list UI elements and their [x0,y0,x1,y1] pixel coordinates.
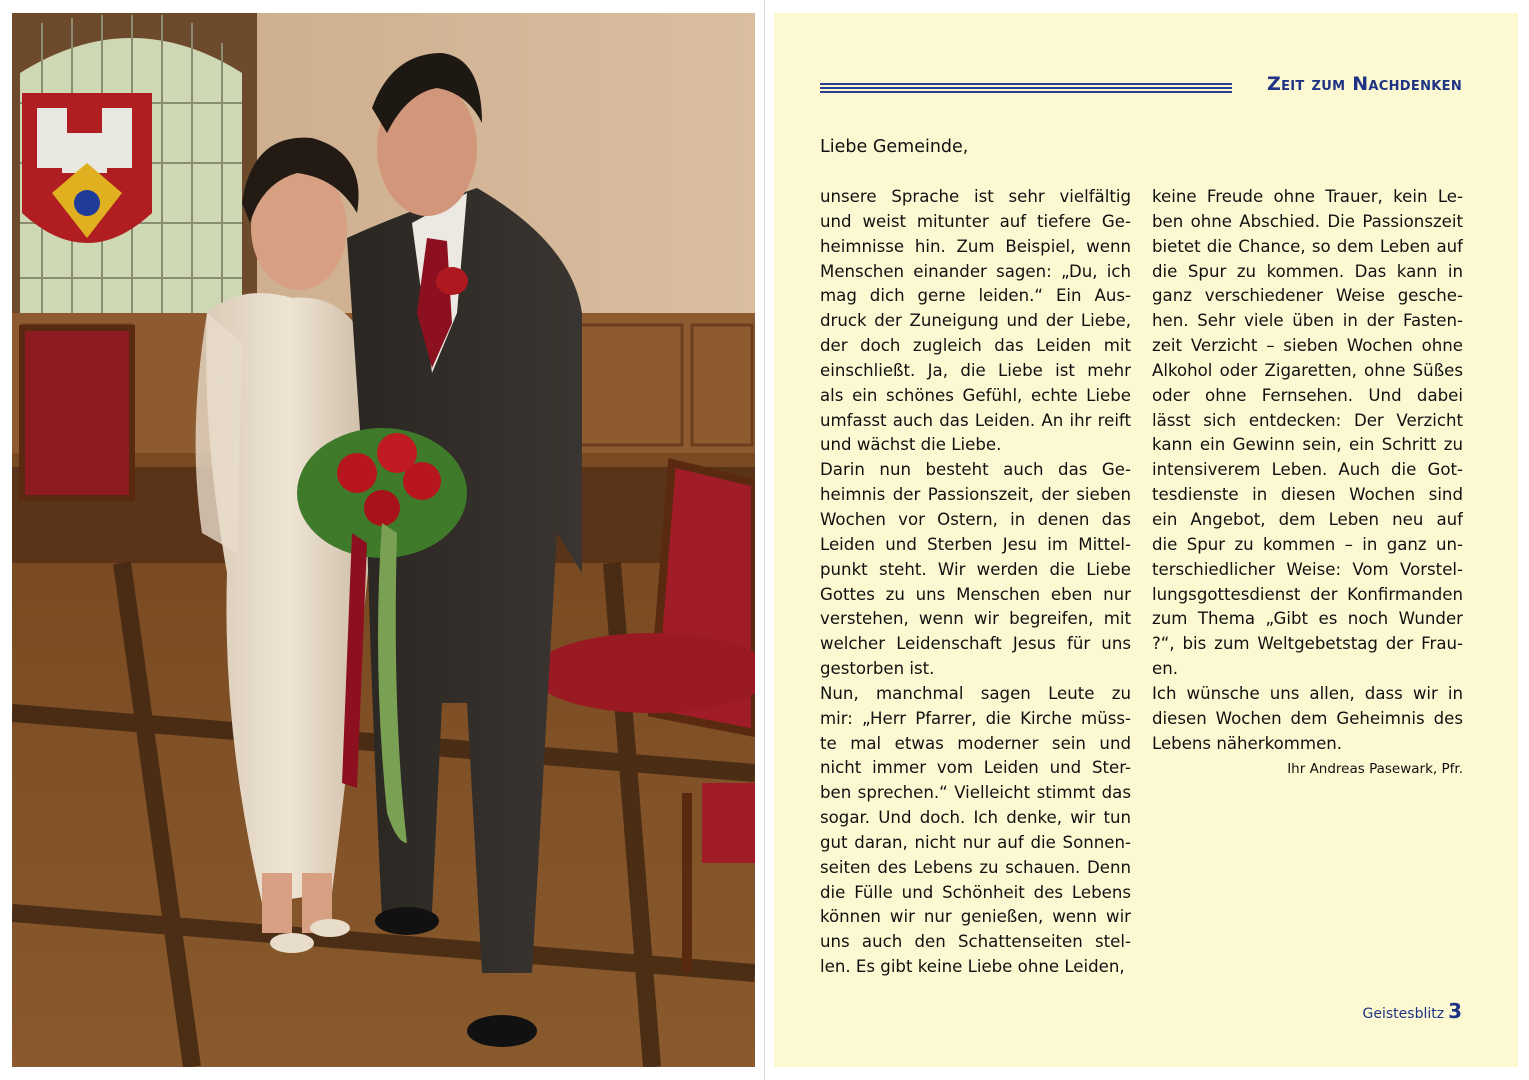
right-page [774,13,1518,1067]
text-line: keine Freude ohne Trauer, kein Le- [1152,187,1463,206]
text-line: Leiden und Sterben Jesu im Mittel- [820,534,1131,554]
text-line: ganz verschiedener Weise gesche- [1152,286,1463,306]
left-page [0,0,764,1080]
text-line: mir: „Herr Pfarrer, die Kirche müss- [820,708,1131,728]
text-line: sogar. Und doch. Ich denke, wir tun [820,808,1131,828]
text-line: tesdienste in diesen Wochen sind [1152,485,1463,505]
text-line: uns auch den Schattenseiten stel- [820,932,1131,952]
text-line: verstehen, wenn wir begreifen, mit [820,609,1131,629]
section-title: Zeit zum Nachdenken [1267,73,1462,95]
text-line: Menschen einander sagen: „Du, ich [820,261,1131,281]
text-line: zeit Verzicht – sieben Wochen ohne [1152,336,1463,356]
text-line: gut daran, nicht nur auf die Sonnen- [820,832,1131,852]
text-line: ben sprechen.“ Vielleicht stimmt das [820,783,1131,803]
text-line: Alkohol oder Zigaretten, ohne Süßes [1152,360,1463,380]
text-line: die Spur zu kommen. Das kann in [1152,261,1463,281]
text-line: Nun, manchmal sagen Leute zu [820,683,1131,703]
text-line: welcher Leidenschaft Jesus für uns [820,634,1131,654]
text-column-left [820,185,1131,980]
text-line: bietet die Chance, so dem Leben auf [1152,236,1463,256]
header-rule [820,83,1232,95]
text-line: Lebens näherkommen. [1152,733,1343,753]
text-line: und wächst die Liebe. [820,435,1002,455]
text-line: nicht immer vom Leiden und Ster- [820,758,1131,778]
signature: Ihr Andreas Pasewark, Pfr. [1287,761,1463,778]
text-line: diesen Wochen dem Geheimnis des [1152,708,1463,728]
text-line: ein Angebot, dem Leben neu auf [1152,509,1463,529]
text-line: ben ohne Abschied. Die Passionszeit [1152,211,1463,231]
text-line: hen. Sehr viele üben in der Fasten- [1152,311,1463,331]
text-line: und weist mitunter auf tiefere Ge- [820,211,1131,231]
text-line: heimnis der Passionszeit, der sieben [820,485,1131,505]
section-header [820,73,1462,103]
publication-name: Geistesblitz [1362,1006,1445,1022]
text-line: ?“, bis zum Weltgebetstag der Frau- [1152,634,1463,654]
text-line: Ich wünsche uns allen, dass wir in [1152,683,1463,703]
text-line: mag dich gerne leiden.“ Ein Aus- [820,286,1131,306]
text-line: en. [1152,659,1179,679]
text-line: lässt sich entdecken: Der Verzicht [1152,410,1463,430]
text-line: heimnisse hin. Zum Beispiel, wenn [820,236,1131,256]
text-line: seiten des Lebens zu schauen. Denn [820,857,1131,877]
text-line: punkt steht. Wir werden die Liebe [820,559,1131,579]
page-footer [1363,999,1462,1023]
text-line: können wir nur genießen, wenn wir [820,907,1131,927]
text-line: druck der Zuneigung und der Liebe, [820,311,1131,331]
text-line: gestorben ist. [820,659,935,679]
text-line: len. Es gibt keine Liebe ohne Leiden, [820,957,1125,977]
text-line: der doch zugleich das Leiden mit [820,336,1131,356]
text-line: Gottes zu uns Menschen eben nur [820,584,1131,604]
text-line: als ein schönes Gefühl, echte Liebe [820,385,1131,405]
salutation: Liebe Gemeinde, [820,137,969,157]
text-line: intensiverem Leben. Auch die Got- [1152,460,1463,480]
text-line: die Fülle und Schönheit des Lebens [820,882,1131,902]
text-line: unsere Sprache ist sehr vielfältig [820,187,1131,206]
text-line: kann ein Gewinn sein, ein Schritt zu [1152,435,1463,455]
page-number: 3 [1448,999,1462,1023]
text-line: oder ohne Fernsehen. Und dabei [1152,385,1463,405]
text-line: lungsgottesdienst der Konfirmanden [1152,584,1463,604]
text-line: Darin nun besteht auch das Ge- [820,460,1131,480]
text-line: einschließt. Ja, die Liebe ist mehr [820,360,1131,380]
text-line: Wochen vor Ostern, in denen das [820,509,1131,529]
text-line: die Spur zu kommen – in ganz un- [1152,534,1463,554]
wedding-photo [12,13,755,1067]
text-line: te mal etwas moderner sein und [820,733,1131,753]
text-line: umfasst auch das Leiden. An ihr reift [820,410,1131,430]
text-column-right [1152,185,1463,780]
text-line: zum Thema „Gibt es noch Wunder [1152,609,1463,629]
text-line: terschiedlicher Weise: Vom Vorstel- [1152,559,1463,579]
